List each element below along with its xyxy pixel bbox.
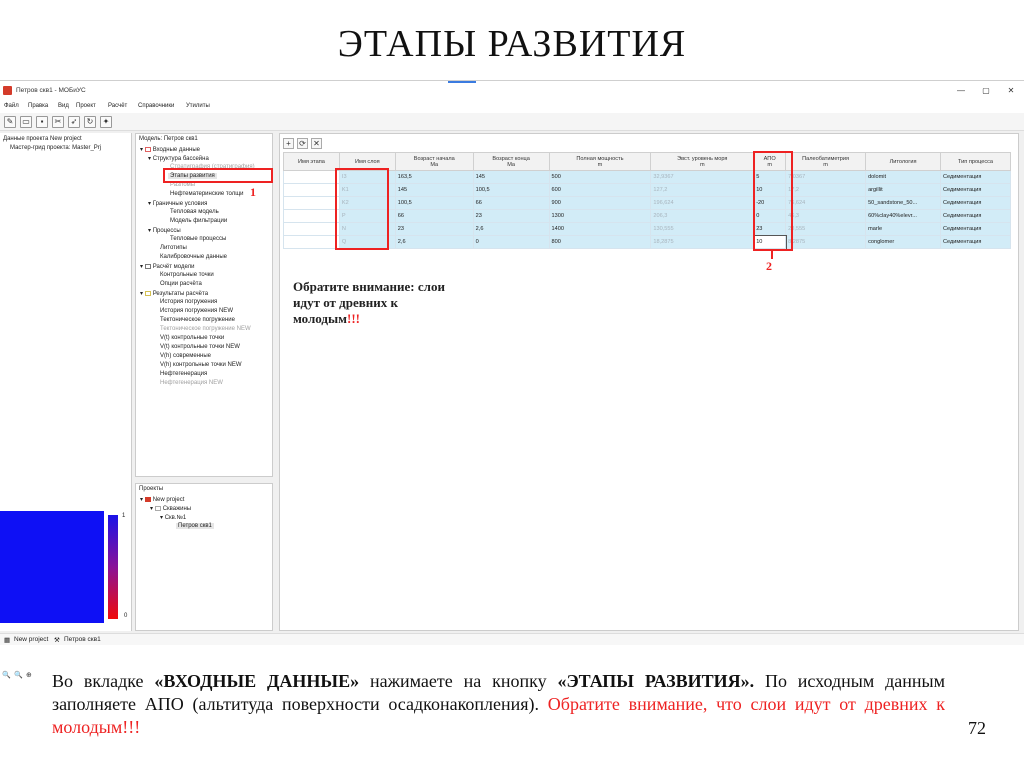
cell-apo[interactable]: -20 (754, 197, 786, 210)
projects-panel (135, 483, 273, 631)
menu-bar (0, 101, 1024, 113)
master-grid-item[interactable]: Мастер-грид проекта: Master_Prj (10, 145, 102, 151)
stages-grid-panel (279, 133, 1019, 631)
table-row[interactable] (284, 236, 1011, 249)
open-icon[interactable]: ▭ (20, 116, 32, 128)
tree-source-rocks[interactable]: Нефтематеринские толщи (170, 191, 244, 197)
col-layer-name[interactable]: Имя слоя (339, 153, 395, 171)
stages-table (283, 152, 1011, 249)
col-age-start[interactable]: Возраст начала Ма (395, 153, 473, 171)
tree-results[interactable]: ▾ Результаты расчёта (140, 291, 209, 297)
table-row[interactable] (284, 184, 1011, 197)
annotation-line-1: Обратите внимание: слои (293, 279, 445, 294)
map-preview (0, 511, 104, 623)
table-row[interactable] (284, 210, 1011, 223)
table-header-row (284, 153, 1011, 171)
close-button[interactable]: ✕ (1007, 86, 1015, 95)
cell-process-type[interactable]: Седиментация (941, 236, 1011, 249)
main-toolbar (0, 113, 1024, 131)
cell-process-type[interactable]: Седиментация (941, 223, 1011, 236)
wizard-icon[interactable]: ✦ (100, 116, 112, 128)
cell-stage[interactable] (284, 197, 340, 210)
cell-sea-level[interactable]: 18,2875 (651, 236, 754, 249)
col-paleobathymetry[interactable]: Палеобатиметрия m (786, 153, 866, 171)
menu-calc[interactable]: Расчёт (108, 103, 128, 109)
tree-burial-history[interactable]: История погружения (160, 299, 218, 305)
cell-stage[interactable] (284, 184, 340, 197)
cell-apo-editing[interactable]: 10 (754, 236, 786, 249)
pan-icon[interactable]: ⊕ (26, 672, 32, 679)
table-row[interactable] (284, 171, 1011, 184)
window-titlebar (0, 81, 1024, 101)
col-apo[interactable]: АПО m (754, 153, 786, 171)
cell-age-start[interactable]: 66 (395, 210, 473, 223)
highlight-box-layers (335, 168, 389, 250)
annotation-line-3: молодым (293, 311, 348, 326)
status-bar (0, 633, 1024, 645)
tree-basin-structure[interactable]: ▾ Структура бассейна (148, 156, 209, 162)
cell-age-end[interactable]: 66 (473, 197, 549, 210)
cell-paleobathymetry[interactable]: 8,2875 (786, 236, 866, 249)
cell-apo[interactable]: 5 (754, 171, 786, 184)
cell-age-end[interactable]: 0 (473, 236, 549, 249)
tree-burial-history-new[interactable]: История погружения NEW (160, 308, 233, 314)
colorbar-min: 0 (124, 613, 128, 619)
cell-age-end[interactable]: 23 (473, 210, 549, 223)
refresh-rows-button[interactable]: ⟳ (297, 138, 308, 149)
tree-filtration-model[interactable]: Модель фильтрации (170, 218, 228, 224)
cell-sea-level[interactable]: 127,2 (651, 184, 754, 197)
caption-bold-2: «ЭТАПЫ РАЗВИТИЯ». (557, 671, 755, 691)
page-number: 72 (968, 718, 986, 738)
cell-layer[interactable]: Q (339, 236, 395, 249)
status-tab-project[interactable]: New project (14, 636, 49, 643)
tree-stages[interactable]: Этапы развития (170, 173, 215, 179)
cell-process-type[interactable]: Седиментация (941, 171, 1011, 184)
cell-lithology[interactable]: conglomer (866, 236, 941, 249)
cell-thickness[interactable]: 1300 (549, 210, 651, 223)
cell-sea-level[interactable]: 196,624 (651, 197, 754, 210)
tree-control-points[interactable]: Контрольные точки (160, 272, 214, 278)
cell-stage[interactable] (284, 210, 340, 223)
table-row[interactable] (284, 223, 1011, 236)
slide-caption (52, 670, 945, 739)
col-age-end[interactable]: Возраст конца Ма (473, 153, 549, 171)
cell-age-start[interactable]: 2,6 (395, 236, 473, 249)
tree-vt-points-new[interactable]: V(t) контрольные точки NEW (160, 344, 240, 350)
highlight-box-stages (163, 168, 273, 183)
cell-stage[interactable] (284, 236, 340, 249)
annotation-number-2: 2 (766, 259, 772, 273)
cell-paleobathymetry[interactable]: 7,0367 (786, 171, 866, 184)
menu-utilities[interactable]: Утилиты (186, 103, 210, 109)
annotation-number-1: 1 (250, 185, 256, 199)
tree-oil-generation-new[interactable]: Нефтегенерация NEW (160, 380, 223, 386)
caption-part-3: По исходным данным заполняете АПО (альтитуда поверхности осадконакопления). (52, 671, 945, 714)
tree-model-calc[interactable]: ▾ Расчёт модели (140, 264, 195, 270)
status-tab-model[interactable]: Петров скв1 (64, 636, 101, 643)
annotation-line-2: идут от древних к (293, 295, 398, 310)
tree-input-data[interactable]: ▾ Входные данные (140, 147, 201, 153)
refresh-icon[interactable]: ↻ (84, 116, 96, 128)
cell-paleobathymetry[interactable]: 76,624 (786, 197, 866, 210)
tree-vh-points-new[interactable]: V(h) контрольные точки NEW (160, 362, 242, 368)
cell-apo[interactable]: 10 (754, 184, 786, 197)
menu-project[interactable]: Проект (76, 103, 96, 109)
slide-title: ЭТАПЫ РАЗВИТИЯ (337, 23, 687, 65)
cell-sea-level[interactable]: 32,9367 (651, 171, 754, 184)
cell-paleobathymetry[interactable]: 46,3 (786, 210, 866, 223)
cell-thickness[interactable]: 900 (549, 197, 651, 210)
add-row-button[interactable]: + (283, 138, 294, 149)
cell-thickness[interactable]: 800 (549, 236, 651, 249)
tree-stratigraphy[interactable]: Стратиграфия (стратиграфия) (170, 164, 255, 170)
cell-stage[interactable] (284, 223, 340, 236)
annotation-arrow-2 (771, 251, 773, 259)
cell-lithology[interactable]: 60%clay40%elevr... (866, 210, 941, 223)
cell-layer[interactable]: K1 (339, 184, 395, 197)
cell-age-start[interactable]: 145 (395, 184, 473, 197)
caption-part-1: Во вкладке (52, 671, 155, 691)
cell-layer[interactable]: I3 (339, 171, 395, 184)
caption-part-2: нажимаете на кнопку (359, 671, 558, 691)
cell-age-start[interactable]: 100,5 (395, 197, 473, 210)
col-process-type[interactable]: Тип процесса (941, 153, 1011, 171)
new-icon[interactable]: ✎ (4, 116, 16, 128)
model-icon: ⚒ (54, 637, 60, 644)
zoom-out-icon[interactable]: 🔍 (14, 672, 23, 679)
model-item[interactable]: Петров скв1 (178, 523, 212, 529)
cell-sea-level[interactable]: 206,3 (651, 210, 754, 223)
tree-vh-current[interactable]: V(h) современные (160, 353, 212, 359)
table-row[interactable] (284, 197, 1011, 210)
tree-tectonic-new[interactable]: Тектоническое погружение NEW (160, 326, 251, 332)
cell-layer[interactable]: N (339, 223, 395, 236)
menu-reference[interactable]: Справочники (138, 103, 175, 109)
cell-thickness[interactable]: 1400 (549, 223, 651, 236)
annotation-exclaim: !!! (347, 311, 361, 326)
cell-apo[interactable]: 23 (754, 223, 786, 236)
well-item[interactable]: ▾ Скв.№1 (160, 515, 187, 521)
colorbar (108, 515, 118, 619)
caption-bold-1: «ВХОДНЫЕ ДАННЫЕ» (154, 671, 360, 691)
highlight-box-apo (753, 151, 793, 251)
annotation-note (293, 279, 445, 327)
cell-process-type[interactable]: Седиментация (941, 184, 1011, 197)
delete-row-button[interactable]: ✕ (311, 138, 322, 149)
zoom-in-icon[interactable]: 🔍 (2, 672, 11, 679)
cell-process-type[interactable]: Седиментация (941, 197, 1011, 210)
titlebar-accent (448, 81, 476, 83)
cell-age-end[interactable]: 145 (473, 171, 549, 184)
run-icon[interactable]: ➶ (68, 116, 80, 128)
tree-processes[interactable]: ▾ Процессы (148, 228, 181, 234)
cell-layer[interactable]: K2 (339, 197, 395, 210)
project-item[interactable]: ▾ New project (140, 497, 185, 503)
cell-thickness[interactable]: 600 (549, 184, 651, 197)
caption-warning: Обратите внимание, что слои идут от древних к молодым!!! (52, 694, 945, 737)
col-sea-level[interactable]: Эвст. уровень моря m (651, 153, 754, 171)
tree-vt-points[interactable]: V(t) контрольные точки (160, 335, 225, 341)
col-lithology[interactable]: Литология (866, 153, 941, 171)
cell-lithology[interactable]: dolomit (866, 171, 941, 184)
menu-edit[interactable]: Правка (28, 103, 49, 109)
save-icon[interactable]: ▪ (36, 116, 48, 128)
tree-thermal-model[interactable]: Тепловая модель (170, 209, 219, 215)
cut-icon[interactable]: ✂ (52, 116, 64, 128)
app-window (0, 80, 1024, 679)
tree-calibration[interactable]: Калибровочные данные (160, 254, 227, 260)
cell-sea-level[interactable]: 130,555 (651, 223, 754, 236)
menu-view[interactable]: Вид (58, 103, 69, 109)
cell-layer[interactable]: P (339, 210, 395, 223)
col-stage-name[interactable]: Имя этапа (284, 153, 340, 171)
cell-lithology[interactable]: marle (866, 223, 941, 236)
cell-lithology[interactable]: argillit (866, 184, 941, 197)
tree-faults[interactable]: Разломы (170, 182, 196, 188)
cell-age-end[interactable]: 2,6 (473, 223, 549, 236)
minimize-button[interactable]: — (957, 86, 965, 95)
project-data-header: Данные проекта New project (3, 136, 82, 142)
tree-tectonic[interactable]: Тектоническое погружение (160, 317, 235, 323)
projects-header: Проекты (139, 486, 164, 492)
cell-thickness[interactable]: 500 (549, 171, 651, 184)
tree-thermal-processes[interactable]: Тепловые процессы (170, 236, 227, 242)
cell-paleobathymetry[interactable]: 17,2 (786, 184, 866, 197)
cell-apo[interactable]: 0 (754, 210, 786, 223)
tree-calc-options[interactable]: Опции расчёта (160, 281, 202, 287)
tree-lithotypes[interactable]: Литотипы (160, 245, 187, 251)
cell-age-end[interactable]: 100,5 (473, 184, 549, 197)
tree-boundary-conditions[interactable]: ▾ Граничные условия (148, 201, 208, 207)
wells-folder[interactable]: ▾ Скважины (150, 506, 192, 512)
cell-process-type[interactable]: Седиментация (941, 210, 1011, 223)
cell-age-start[interactable]: 23 (395, 223, 473, 236)
cell-age-start[interactable]: 163,5 (395, 171, 473, 184)
cell-stage[interactable] (284, 171, 340, 184)
cell-lithology[interactable]: 50_sandstone_50... (866, 197, 941, 210)
colorbar-max: 1 (122, 513, 126, 519)
maximize-button[interactable]: ▢ (982, 86, 990, 95)
app-logo-icon (3, 86, 12, 95)
cell-paleobathymetry[interactable]: 23,555 (786, 223, 866, 236)
col-thickness[interactable]: Полная мощность m (549, 153, 651, 171)
tree-oil-generation[interactable]: Нефтегенерация (160, 371, 208, 377)
window-title: Петров скв1 - МОБиУС (16, 87, 86, 94)
menu-file[interactable]: Файл (4, 103, 19, 109)
model-tree-header: Модель: Петров скв1 (139, 136, 198, 142)
folder-icon: ▦ (4, 637, 11, 644)
